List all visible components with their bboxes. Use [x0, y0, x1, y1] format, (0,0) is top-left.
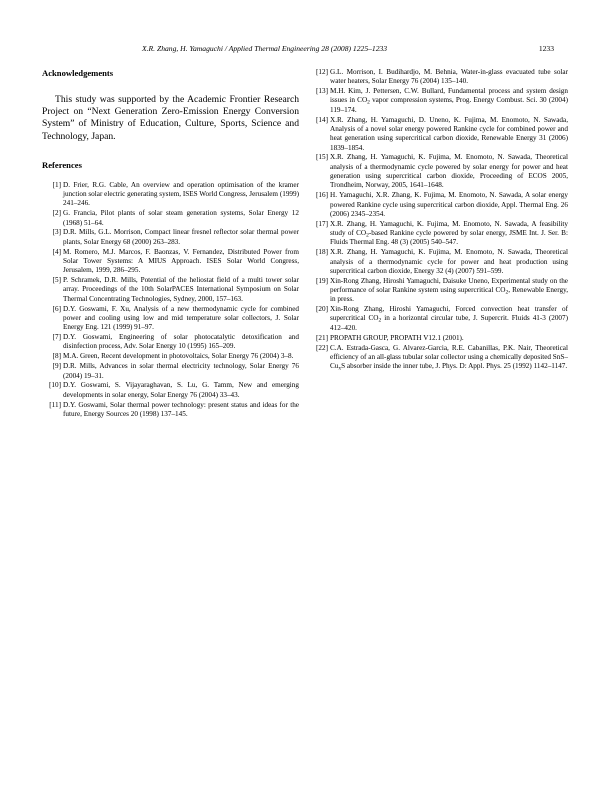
reference-item: [42, 381, 299, 400]
reference-item: [42, 228, 299, 247]
reference-item: [311, 277, 568, 305]
reference-number: [21]: [316, 333, 328, 342]
reference-text: D.Y. Goswami, S. Vijayaraghavan, S. Lu, G. Tamm, New and emerging developments in solar energy, Solar Energy 76 (2004) 33–43.: [63, 381, 299, 399]
reference-number: [10]: [49, 381, 61, 390]
reference-number: [2]: [52, 209, 61, 218]
reference-text: X.R. Zhang, H. Yamaguchi, K. Fujima, M. Enomoto, N. Sawada, Theoretical analysis of a thermodynamic cycle powered by solar energy for power and heat generation using supercritical carbon dioxide, Proceeding of ECOS 2005, Trondheim, Norway, 2005, 1641–1648.: [330, 153, 568, 190]
page-number: 1233: [538, 44, 554, 53]
reference-item: [311, 220, 568, 248]
reference-text: PROPATH GROUP, PROPATH V12.1 (2001).: [330, 333, 464, 342]
reference-item: [42, 352, 299, 361]
reference-item: [311, 191, 568, 219]
reference-text: G.L. Morrison, I. Budihardjo, M. Behnia, Water-in-glass evacuated tube solar water heaters, Solar Energy 76 (2004) 135–140.: [330, 68, 568, 86]
reference-text-cont: -based Rankine cycle powered by solar energy, JSME Int. J. Ser. B: Fluids Thermal Eng. 48 (3) (2005) 540–547.: [330, 229, 568, 247]
reference-text: C.A. Estrada-Gasca, G. Alvarez-Garcia, R.E. Cabanillas, P.K. Nair, Theoretical efficiency of an all-glass tubular solar collector using a chemically deposited SnS–Cu: [330, 343, 568, 371]
reference-number: [6]: [52, 304, 61, 313]
reference-number: [7]: [52, 333, 61, 342]
running-title: X.R. Zhang, H. Yamaguchi / Applied Thermal Engineering 28 (2008) 1225–1233: [142, 44, 388, 53]
reference-item: [311, 153, 568, 190]
acknowledgements-body: This study was supported by the Academic Frontier Research Project on “Next Generation Zero-Emission Energy Conversion System” of Ministry of Education, Culture, Sports, Science and Technology, Japan.: [42, 94, 299, 142]
reference-item: [42, 248, 299, 276]
reference-text-cont: vapor compression systems, Prog. Energy Combust. Sci. 30 (2004) 119–174.: [330, 96, 568, 114]
reference-number: [22]: [316, 343, 328, 352]
reference-number: [4]: [52, 247, 61, 256]
reference-text: H. Yamaguchi, X.R. Zhang, K. Fujima, M. Enomoto, N. Sawada, A solar energy powered Rankine cycle using supercritical carbon dioxide, Appl. Thermal Eng. 26 (2006) 2345–2354.: [330, 191, 568, 218]
subscript: x: [338, 365, 342, 372]
reference-item: [42, 333, 299, 352]
reference-number: [1]: [52, 180, 61, 189]
reference-number: [8]: [52, 352, 61, 361]
reference-number: [17]: [316, 219, 328, 228]
reference-item: [311, 68, 568, 87]
reference-text: Xin-Rong Zhang, Hiroshi Yamaguchi, Forced convection heat transfer of supercritical CO: [330, 305, 568, 323]
reference-text: X.R. Zhang, H. Yamaguchi, K. Fujima, M. Enomoto, N. Sawada, A feasibility study of CO: [330, 219, 568, 238]
reference-item: [311, 116, 568, 153]
subscript: 2: [505, 289, 509, 296]
reference-text-cont: , Renewable Energy, in press.: [330, 285, 568, 304]
reference-number: [9]: [52, 362, 61, 371]
reference-text: X.R. Zhang, H. Yamaguchi, D. Uneno, K. Fujima, M. Enomoto, N. Sawada, Analysis of a novel solar energy powered Rankine cycle for combined power and heat generation using supercritical carbon dioxide, Renewable Energy 31 (2006) 1839–1854.: [330, 115, 568, 152]
reference-text: D.Y. Goswami, F. Xu, Analysis of a new thermodynamic cycle for combined power and cooling using low and mid temperature solar collectors, J. Solar Energy Eng. 121 (1999) 91–97.: [63, 304, 299, 332]
reference-item: [311, 248, 568, 276]
subscript: 2: [366, 232, 369, 239]
reference-item: [311, 334, 568, 343]
acknowledgements-heading: Acknowledgements: [42, 68, 114, 78]
reference-text: D.R. Mills, G.L. Morrison, Compact linear fresnel reflector solar thermal power plants, Solar Energy 68 (2000) 263–283.: [63, 228, 299, 246]
reference-number: [16]: [316, 191, 328, 200]
reference-list-right: [311, 68, 568, 371]
reference-text: D.R. Mills, Advances in solar thermal electricity technology, Solar Energy 76 (2004) 19–31.: [63, 362, 299, 380]
subscript: 2: [378, 317, 382, 324]
reference-item: [42, 209, 299, 228]
reference-text: M. Romero, M.J. Marcos, F. Baonzas, V. Fernandez, Distributed Power from Solar Tower Systems: A MIUS Approach. ISES Solar World Congress, Jerusalem, 1999, 286–295.: [63, 247, 299, 275]
reference-text: P. Schramek, D.R. Mills, Potential of the heliostat field of a multi tower solar array. Proceedings of the 10th SolarPACES International Symposium on Solar Thermal Concentrating Technologies, Sydney, 2000, 157–163.: [63, 276, 299, 303]
reference-item: [42, 401, 299, 420]
reference-number: [3]: [52, 228, 61, 237]
reference-item: [311, 305, 568, 333]
reference-item: [42, 305, 299, 333]
reference-text-cont: in a horizontal circular tube, J. Supercrit. Fluids 41-3 (2007) 412–420.: [330, 314, 568, 332]
reference-item: [311, 344, 568, 372]
reference-text-cont: S absorber inside the inner tube, J. Phys. D: Appl. Phys. 25 (1992) 1142–1147.: [341, 362, 568, 371]
reference-item: [42, 276, 299, 304]
reference-item: [311, 87, 568, 115]
reference-text: X.R. Zhang, H. Yamaguchi, K. Fujima, M. Enomoto, N. Sawada, Theoretical analysis of a thermodynamic cycle for power and heat production using supercritical carbon dioxide, Energy 32 (4) (2007) 591–599.: [330, 248, 568, 275]
reference-text: G. Francia, Pilot plants of solar steam generation systems, Solar Energy 12 (1968) 51–64.: [63, 209, 299, 227]
reference-number: [18]: [316, 248, 328, 257]
reference-number: [14]: [316, 115, 328, 124]
references-heading: References: [42, 159, 82, 170]
reference-text: M.A. Green, Recent development in photovoltaics, Solar Energy 76 (2004) 3–8.: [63, 352, 294, 361]
reference-number: [19]: [316, 276, 328, 285]
reference-number: [13]: [316, 87, 328, 96]
reference-list-left: [42, 181, 299, 419]
left-column: [42, 68, 299, 420]
reference-text: D.Y. Goswami, Engineering of solar photocatalytic detoxification and disinfection process, Adv. Solar Energy 10 (1995) 165–209.: [63, 333, 299, 351]
reference-text: D.Y. Goswami, Solar thermal power technology: present status and ideas for the future, Energy Sources 20 (1998) 137–145.: [63, 400, 299, 418]
reference-number: [20]: [316, 305, 328, 314]
reference-item: [42, 181, 299, 209]
right-column: [311, 68, 568, 372]
subscript: 2: [367, 99, 370, 106]
running-header: [42, 44, 554, 56]
reference-item: [42, 362, 299, 381]
reference-text: Xin-Rong Zhang, Hiroshi Yamaguchi, Daisuke Uneno, Experimental study on the performance of solar Rankine system using supercritical CO: [330, 276, 568, 294]
reference-number: [5]: [52, 276, 61, 285]
reference-text: M.H. Kim, J. Pettersen, C.W. Bullard, Fundamental process and system design issues in CO: [330, 87, 568, 105]
reference-number: [15]: [316, 153, 328, 162]
reference-number: [11]: [49, 400, 61, 409]
reference-text: D. Frier, R.G. Cable, An overview and operation optimisation of the kramer junction solar electric generating system, ISES World Congress, Jerusalem (1999) 241–246.: [63, 180, 299, 208]
reference-number: [12]: [316, 68, 328, 76]
